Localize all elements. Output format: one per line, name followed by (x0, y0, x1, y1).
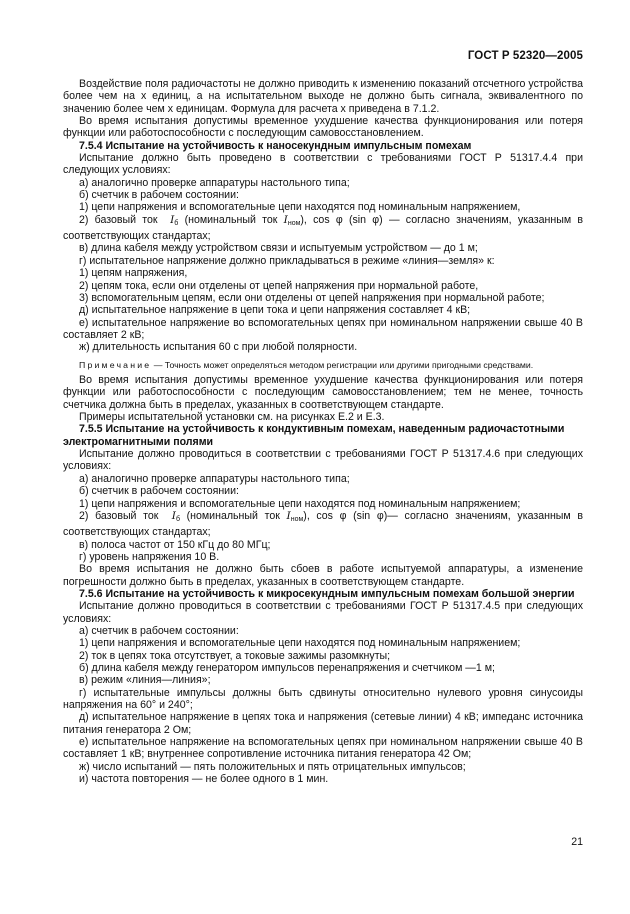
text-fragment: ), cos φ (sin φ) — согласно значениям, указанным в соответствующих стандартах; (63, 213, 584, 243)
list-item: в) длина кабеля между устройством связи и испытуемым устройством — до 1 м; (79, 242, 478, 255)
document-id: ГОСТ Р 52320—2005 (467, 50, 583, 62)
list-item: 2) ток в цепях тока отсутствует, а токовые зажимы разомкнуты; (79, 649, 391, 662)
list-item: е) испытательное напряжение на вспомогательных цепях при номинальном напряжении свыше 40 В составляет 1 кВ; внутреннее сопротивление источника питания генератора 42 Ом; (63, 736, 583, 761)
paragraph: Во время испытания не должно быть сбоев в работе испытуемой аппаратуры, а изменение погрешности должно быть в пределах, указанных в соответствующем стандарте. (63, 563, 583, 588)
current-symbol: I (171, 509, 176, 522)
note-label: Примечание (79, 359, 152, 370)
note-text: — Точность может определяться методом регистрации или другими пригодными средствами. (151, 359, 534, 370)
section-heading-7-5-6: 7.5.6 Испытание на устойчивость к микросекундным импульсным помехам большой энергии (79, 587, 575, 600)
current-symbol: I (170, 213, 175, 226)
text-fragment: (номинальный ток (186, 509, 280, 522)
section-heading-7-5-5: 7.5.5 Испытание на устойчивость к кондуктивным помехам, наведенным радиочастотными электромагнитными полями (63, 423, 565, 448)
list-item: 1) цепи напряжения и вспомогательные цепи находятся под номинальным напряжением, (79, 201, 521, 214)
paragraph: Испытание должно проводиться в соответствии с требованиями ГОСТ Р 51317.4.5 при следующих условиях: (63, 600, 583, 625)
subscript: б (174, 219, 179, 227)
paragraph: Во время испытания допустимы временное ухудшение качества функционирования или потеря функции или работоспособности с последующим самовосстановлением; тем не менее, точность счетчика должна быть в пределах, указанных в соответствующем стандарте. (63, 374, 583, 411)
list-item: б) длина кабеля между генератором импульсов перенапряжения и счетчиком —1 м; (79, 661, 495, 674)
current-symbol: I (286, 509, 291, 522)
list-item: 3) вспомогательным цепям, если они отделены от цепей напряжения при нормальной работе; (79, 291, 545, 304)
paragraph: Примеры испытательной установки см. на рисунках Е.2 и Е.3. (79, 411, 385, 424)
text-fragment: ), cos φ (sin φ)— согласно значениям, указанным в соответствующих стандартах; (63, 509, 584, 539)
paragraph: Испытание должно проводиться в соответствии с требованиями ГОСТ Р 51317.4.6 при следующих условиях: (63, 448, 583, 473)
list-item: ж) длительность испытания 60 с при любой полярности. (79, 341, 358, 354)
list-item: и) частота повторения — не более одного в 1 мин. (79, 773, 329, 786)
list-item: а) счетчик в рабочем состоянии: (79, 624, 239, 637)
subscript: ном (287, 219, 301, 227)
list-item: 1) цепи напряжения и вспомогательные цепи находятся под номинальным напряжением; (79, 497, 521, 510)
text-fragment: 2) базовый ток (79, 213, 158, 226)
list-item: г) испытательное напряжение должно прикладываться в режиме «линия—земля» к: (79, 254, 495, 267)
text-fragment: (номинальный ток (184, 213, 278, 226)
list-item: е) испытательное напряжение во вспомогательных цепях при номинальном напряжении свыше 40 В составляет 2 кВ; (63, 316, 583, 341)
list-item (63, 510, 583, 539)
list-item: ж) число испытаний — пять положительных и пять отрицательных импульсов; (79, 760, 466, 773)
text-fragment: 2) базовый ток (79, 509, 159, 522)
list-item: а) аналогично проверке аппаратуры настольного типа; (79, 176, 350, 189)
list-item: в) режим «линия—линия»; (79, 674, 211, 687)
page-number: 21 (571, 836, 583, 848)
list-item: г) уровень напряжения 10 В. (79, 550, 220, 563)
list-item (63, 214, 583, 243)
current-symbol: I (283, 213, 288, 226)
list-item: 2) цепям тока, если они отделены от цепей напряжения при нормальной работе, (79, 279, 479, 292)
paragraph: Испытание должно быть проведено в соответствии с требованиями ГОСТ Р 51317.4.4 при следующих условиях: (63, 152, 583, 177)
list-item: а) аналогично проверке аппаратуры настольного типа; (79, 472, 350, 485)
list-item: д) испытательное напряжение в цепях тока и напряжения (сетевые линии) 4 кВ; импеданс источника питания генератора 2 Ом; (63, 711, 583, 736)
section-heading-7-5-4: 7.5.4 Испытание на устойчивость к наносекундным импульсным помехам (79, 139, 472, 152)
subscript: ном (290, 515, 304, 523)
note (63, 360, 583, 371)
list-item: г) испытательные импульсы должны быть сдвинуты относительно нулевого уровня синусоиды напряжения на 60° и 240°; (63, 686, 583, 711)
paragraph: Во время испытания допустимы временное ухудшение качества функционирования или потеря функции или работоспособности с последующим самовосстановлением. (63, 115, 583, 140)
list-item: б) счетчик в рабочем состоянии: (79, 485, 239, 498)
list-item: б) счетчик в рабочем состоянии: (79, 189, 239, 202)
list-item: в) полоса частот от 150 кГц до 80 МГц; (79, 538, 271, 551)
paragraph: Воздействие поля радиочастоты не должно приводить к изменению показаний отсчетного устройства более чем на x единиц, а на испытательном выходе не должно быть сигнала, эквивалентного по значению более чем x единицам. Формула для расчета x приведена в 7.1.2. (63, 78, 583, 115)
list-item: 1) цепи напряжения и вспомогательные цепи находятся под номинальным напряжением; (79, 637, 521, 650)
list-item: 1) цепям напряжения, (79, 267, 188, 280)
document-body (63, 78, 583, 785)
subscript: б (175, 515, 180, 523)
list-item: д) испытательное напряжение в цепи тока и цепи напряжения составляет 4 кВ; (79, 304, 471, 317)
